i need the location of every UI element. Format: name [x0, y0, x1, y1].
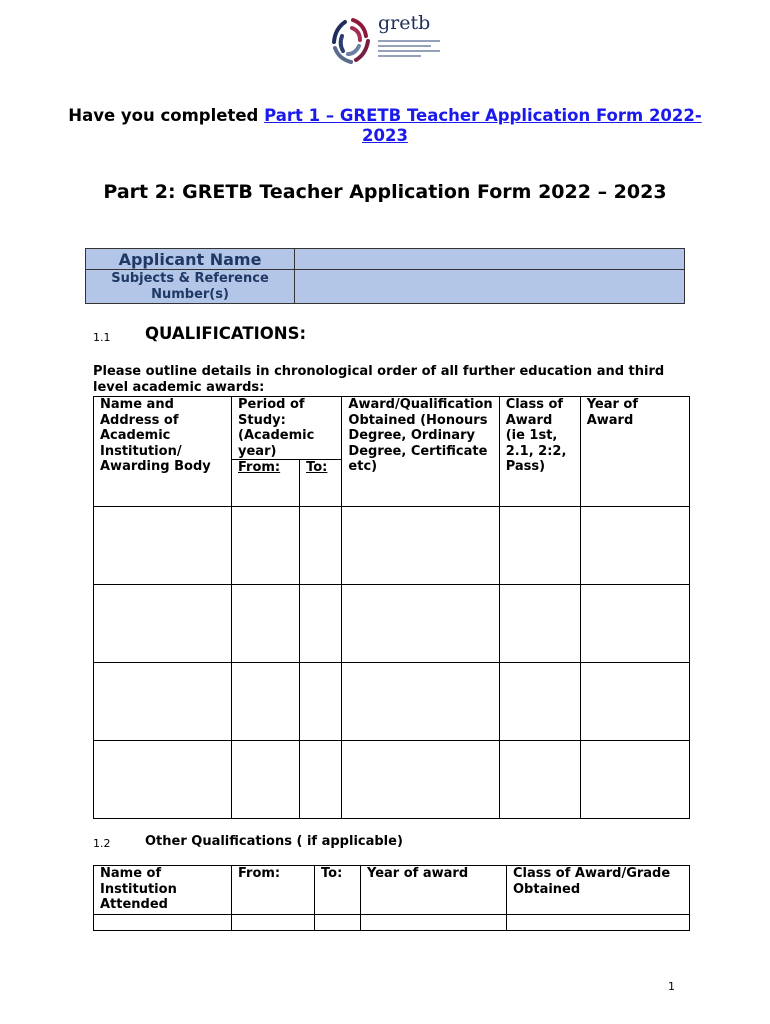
page-title: Part 2: GRETB Teacher Application Form 2022 – 2023 — [103, 181, 667, 203]
header-to: To: — [300, 460, 342, 507]
header-other-to: To: — [315, 866, 361, 915]
table-row — [94, 585, 690, 663]
header-other-institution: Name of Institution Attended — [94, 866, 232, 915]
cell-other-year[interactable] — [361, 915, 507, 931]
cell-other-institution[interactable] — [94, 915, 232, 931]
logo-tagline — [378, 40, 440, 60]
cell-institution[interactable] — [94, 585, 232, 663]
cell-institution[interactable] — [94, 663, 232, 741]
section-2-title: Other Qualifications ( if applicable) — [145, 834, 403, 849]
applicant-table — [85, 248, 685, 304]
header-year: Year of Award — [580, 397, 689, 507]
cell-other-from[interactable] — [232, 915, 315, 931]
header-class: Class of Award (ie 1st, 2.1, 2:2, Pass) — [499, 397, 580, 507]
other-qualifications-table — [93, 865, 690, 931]
header-other-class: Class of Award/Grade Obtained — [507, 866, 690, 915]
logo-wordmark: gretb — [378, 12, 431, 34]
header-other-year: Year of award — [361, 866, 507, 915]
cell-to[interactable] — [300, 741, 342, 819]
cell-class[interactable] — [499, 741, 580, 819]
table-row — [94, 507, 690, 585]
gretb-swirl-logo-icon — [330, 14, 376, 72]
cell-from[interactable] — [232, 741, 300, 819]
cell-class[interactable] — [499, 663, 580, 741]
section-1-number: 1.1 — [93, 331, 111, 344]
cell-class[interactable] — [499, 507, 580, 585]
cell-other-to[interactable] — [315, 915, 361, 931]
cell-institution[interactable] — [94, 507, 232, 585]
cell-award[interactable] — [342, 507, 499, 585]
subjects-label: Subjects & Reference Number(s) — [86, 270, 295, 304]
cell-class[interactable] — [499, 585, 580, 663]
cell-award[interactable] — [342, 741, 499, 819]
header-period: Period of Study: (Academic year) — [232, 397, 342, 460]
qualifications-table — [93, 396, 690, 819]
part1-question — [60, 106, 710, 146]
cell-other-class[interactable] — [507, 915, 690, 931]
table-row — [94, 915, 690, 931]
cell-award[interactable] — [342, 663, 499, 741]
question-prefix: Have you completed — [68, 106, 265, 125]
section-1-title: QUALIFICATIONS: — [145, 324, 307, 343]
header-institution: Name and Address of Academic Institution/ Awarding Body — [94, 397, 232, 507]
cell-year[interactable] — [580, 663, 689, 741]
page-number: 1 — [668, 980, 675, 993]
applicant-name-field[interactable] — [295, 249, 685, 270]
qualifications-instructions: Please outline details in chronological order of all further education and third level academic awards: — [93, 364, 665, 395]
cell-year[interactable] — [580, 507, 689, 585]
cell-from[interactable] — [232, 663, 300, 741]
subjects-field[interactable] — [295, 270, 685, 304]
cell-to[interactable] — [300, 663, 342, 741]
gretb-logo — [330, 14, 442, 72]
cell-to[interactable] — [300, 507, 342, 585]
table-row — [94, 663, 690, 741]
cell-to[interactable] — [300, 585, 342, 663]
cell-year[interactable] — [580, 585, 689, 663]
cell-from[interactable] — [232, 585, 300, 663]
cell-from[interactable] — [232, 507, 300, 585]
cell-award[interactable] — [342, 585, 499, 663]
cell-institution[interactable] — [94, 741, 232, 819]
part1-link[interactable]: Part 1 – GRETB Teacher Application Form 2022-2023 — [264, 106, 702, 145]
table-row — [94, 741, 690, 819]
header-award: Award/Qualification Obtained (Honours Degree, Ordinary Degree, Certificate etc) — [342, 397, 499, 507]
section-2-number: 1.2 — [93, 837, 111, 850]
header-from: From: — [232, 460, 300, 507]
applicant-name-label: Applicant Name — [86, 249, 295, 270]
header-other-from: From: — [232, 866, 315, 915]
cell-year[interactable] — [580, 741, 689, 819]
